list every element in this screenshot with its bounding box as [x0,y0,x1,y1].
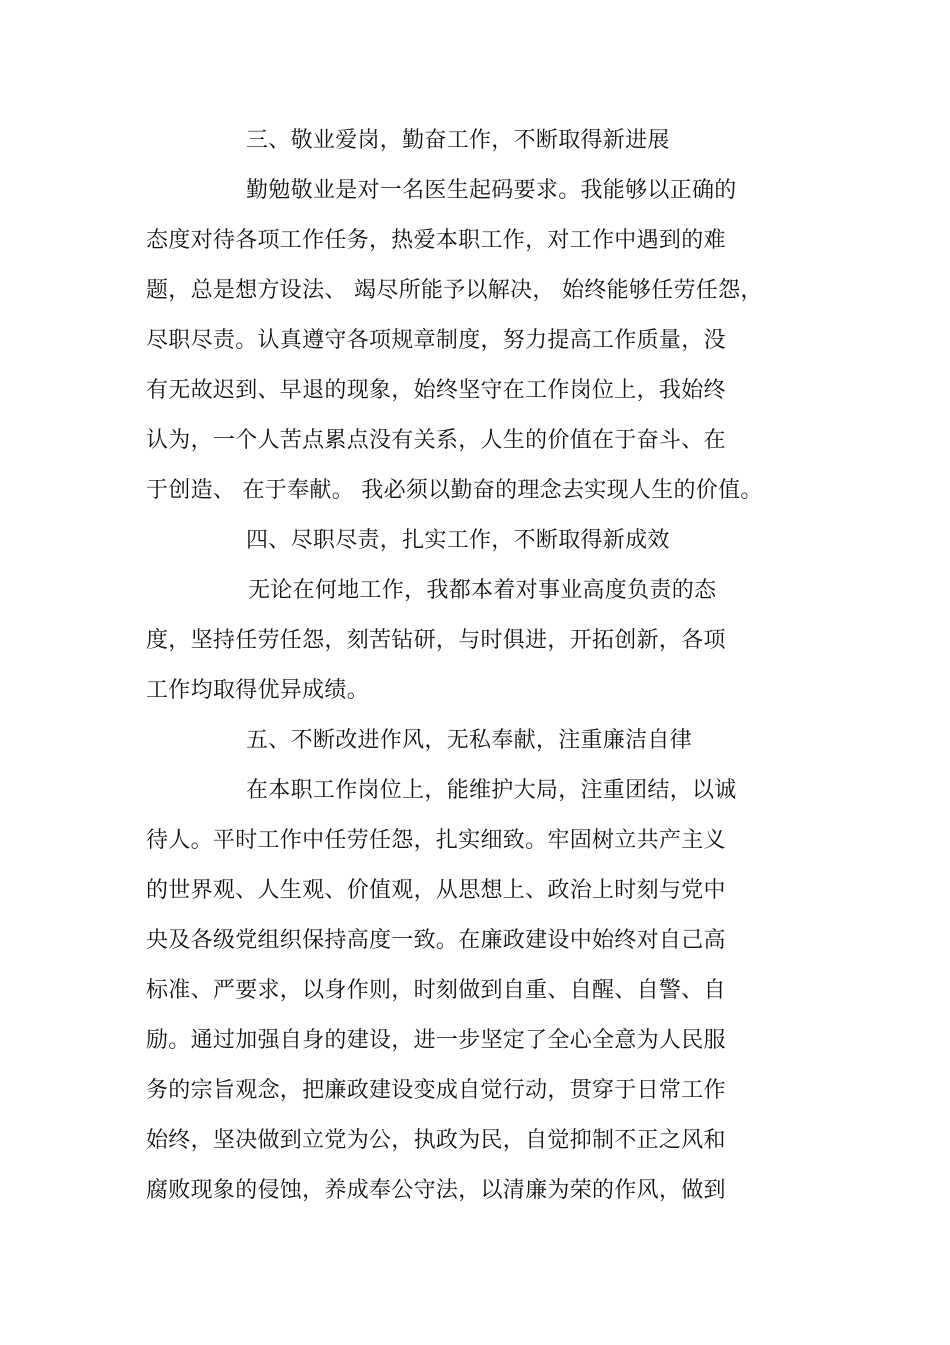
paragraph-line: 无论在何地工作，我都本着对事业高度负责的态 [248,578,717,603]
paragraph-line: 央及各级党组织保持高度一致。在廉政建设中始终对自己高 [146,928,726,953]
paragraph-line: 题，总是想方设法、 竭尽所能予以解决， 始终能够任劳任怨， [146,278,763,303]
paragraph-line: 认为，一个人苦点累点没有关系，人生的价值在于奋斗、在 [146,428,726,453]
paragraph-line: 腐败现象的侵蚀，养成奉公守法，以清廉为荣的作风，做到 [146,1178,726,1203]
paragraph-line: 于创造、 在于奉献。 我必须以勤奋的理念去实现人生的价值。 [146,478,763,503]
paragraph-line: 务的宗旨观念，把廉政建设变成自觉行动，贯穿于日常工作 [146,1078,726,1103]
section-heading-3: 三、敬业爱岗，勤奋工作，不断取得新进展 [246,128,670,153]
section-heading-5: 五、不断改进作风，无私奉献，注重廉洁自律 [246,728,693,753]
paragraph-line: 尽职尽责。认真遵守各项规章制度，努力提高工作质量，没 [146,328,726,353]
paragraph-line: 的世界观、人生观、价值观，从思想上、政治上时刻与党中 [146,878,726,903]
paragraph-line: 度，坚持任劳任怨，刻苦钻研，与时俱进，开拓创新，各项 [146,628,726,653]
section-heading-4: 四、尽职尽责，扎实工作，不断取得新成效 [246,528,670,553]
paragraph-line: 勤勉敬业是对一名医生起码要求。我能够以正确的 [246,178,737,203]
paragraph-line: 待人。平时工作中任劳任怨，扎实细致。牢固树立共产主义 [146,828,726,853]
paragraph-line: 有无故迟到、早退的现象，始终坚守在工作岗位上，我始终 [146,378,726,403]
paragraph-line: 态度对待各项工作任务，热爱本职工作，对工作中遇到的难 [146,228,726,253]
paragraph-line: 在本职工作岗位上，能维护大局，注重团结，以诚 [246,778,737,803]
paragraph-line: 励。通过加强自身的建设，进一步坚定了全心全意为人民服 [146,1028,726,1053]
paragraph-line: 标准、严要求，以身作则，时刻做到自重、自醒、自警、自 [146,978,726,1003]
paragraph-line: 工作均取得优异成绩。 [146,678,370,703]
paragraph-line: 始终，坚决做到立党为公，执政为民，自觉抑制不正之风和 [146,1128,726,1153]
